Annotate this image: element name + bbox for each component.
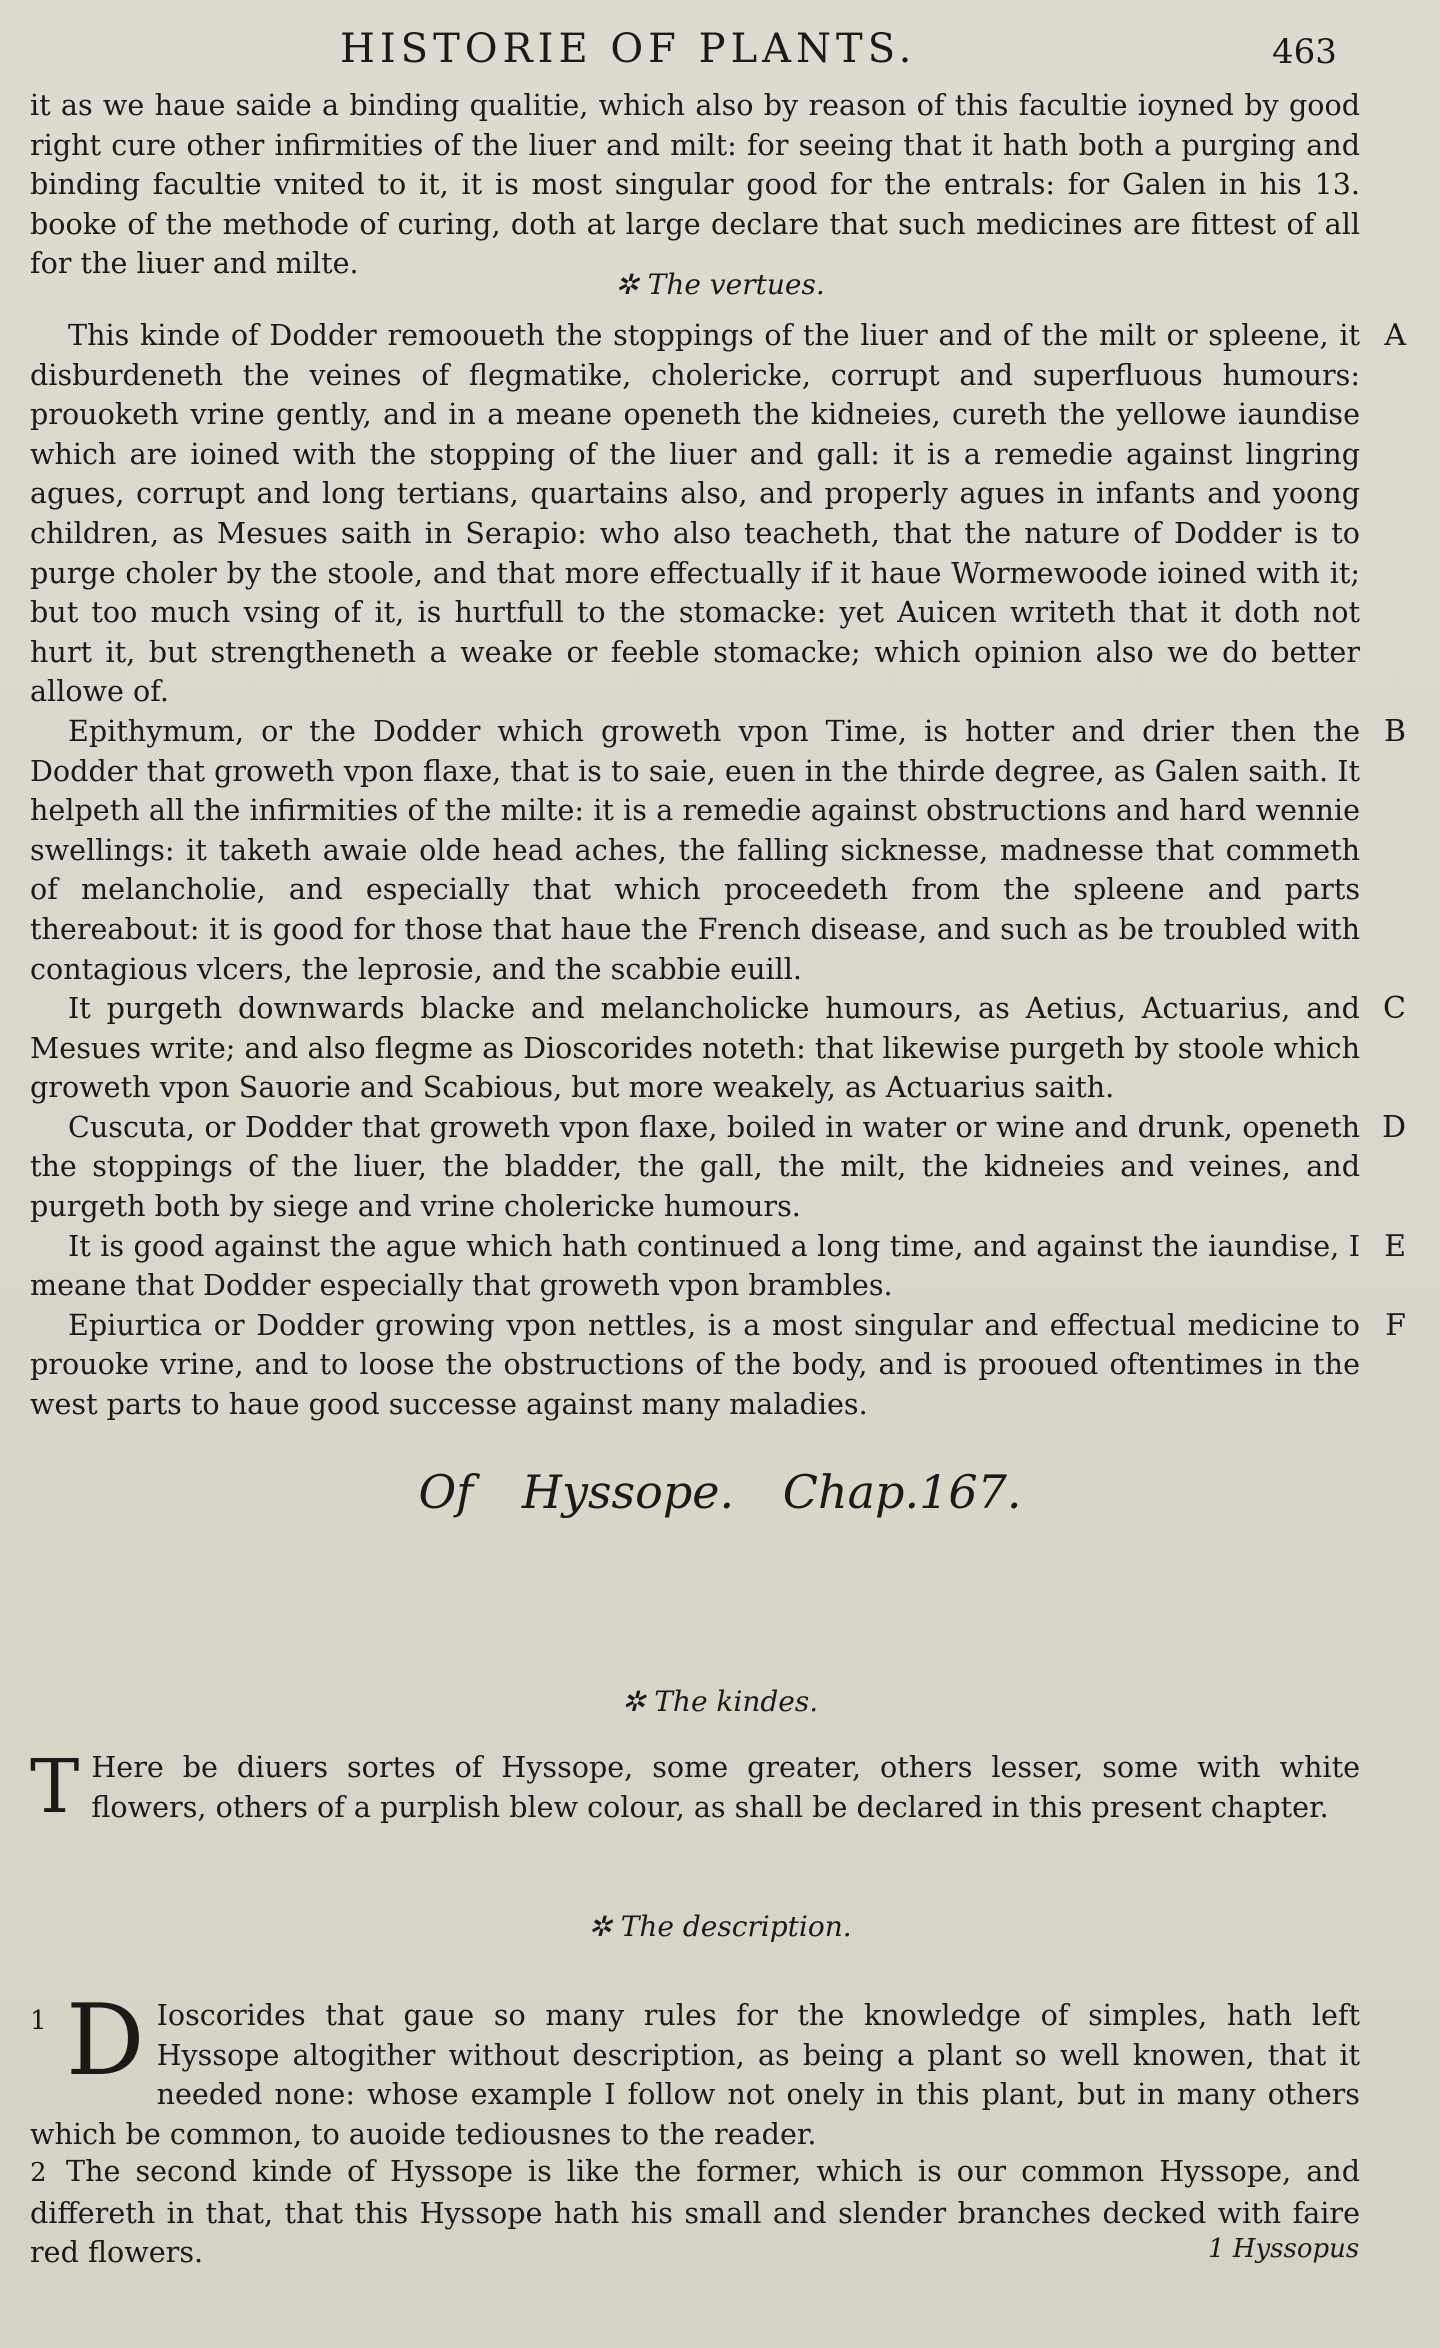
margin-letter-e: E	[1384, 1228, 1406, 1264]
vertue-text-f: Epiurtica or Dodder growing vpon nettles, is a most singular and effectual medicine to prouoke vrine, and to loose the obstructions of the body, and is prooued oftentimes in the west parts to haue good successe against many maladies.	[30, 1307, 1360, 1422]
chapter-title	[0, 1465, 1440, 1519]
item-number-2: 2	[30, 2158, 47, 2188]
vertue-paragraph-a	[30, 316, 1406, 712]
description-text-1: Ioscorides that gaue so many rules for the knowledge of simples, hath left Hyssope altogither without description, as being a plant so well knowen, that it needed none: whose example I follow not onely in this plant, but in many others which be common, to auoide tediousnes to the reader.	[30, 1998, 1360, 2151]
chapter-number: Chap.167.	[782, 1465, 1022, 1519]
vertues-section	[30, 316, 1406, 1425]
kindes-text: Here be diuers sortes of Hyssope, some greater, others lesser, some with white flowers, others of a purplish blew colour, as shall be declared in this present chapter.	[91, 1750, 1360, 1824]
description-item-1	[30, 1984, 1360, 2154]
vertue-paragraph-c	[30, 989, 1406, 1108]
dropcap-d: D	[66, 1984, 145, 2098]
vertue-text-e: It is good against the ague which hath continued a long time, and against the iaundise, I meane that Dodder especially that groweth vpon brambles.	[30, 1228, 1360, 1303]
intro-paragraph	[30, 86, 1360, 284]
margin-letter-b: B	[1383, 713, 1406, 749]
page-number: 463	[1272, 32, 1337, 72]
description-heading-text: The description.	[620, 1910, 852, 1943]
description-heading	[0, 1910, 1440, 1943]
description-item-2	[30, 2152, 1360, 2273]
vertue-text-b: Epithymum, or the Dodder which groweth vpon Time, is hotter and drier then the Dodder that groweth vpon flaxe, that is to saie, euen in the thirde degree, as Galen saith. It helpeth all the infirmities of the milte: it is a remedie against obstructions and hard wennie swellings: it taketh awaie olde head aches, the falling sicknesse, madnesse that commeth of melancholie, and especially that which proceedeth from the spleene and parts thereabout: it is good for those that haue the French disease, and such as be troubled with contagious vlcers, the leprosie, and the scabbie euill.	[30, 713, 1360, 986]
running-title: HISTORIE OF PLANTS.	[340, 26, 917, 72]
vertue-paragraph-b	[30, 712, 1406, 989]
description-paragraph-2	[30, 2152, 1360, 2273]
chapter-name: Of Hyssope.	[418, 1465, 735, 1519]
intro-text: it as we haue saide a binding qualitie, which also by reason of this facultie ioyned by good right cure other infirmities of the liuer and milt: for seeing that it hath both a purging and binding facultie vnited to it, it is most singular good for the entrals: for Galen in his 13. booke of the methode of curing, doth at large declare that such medicines are fittest of all for the liuer and milte.	[30, 88, 1360, 281]
vertue-text-d: Cuscuta, or Dodder that groweth vpon flaxe, boiled in water or wine and drunk, openeth the stoppings of the liuer, the bladder, the gall, the milt, the kidneies and veines, and purgeth both by siege and vrine cholericke humours.	[30, 1109, 1360, 1224]
margin-letter-d: D	[1381, 1109, 1406, 1145]
vertue-paragraph-f	[30, 1306, 1406, 1425]
kindes-heading	[0, 1685, 1440, 1718]
item-number-1: 1	[30, 2006, 47, 2036]
kindes-paragraph	[30, 1744, 1360, 1830]
dropcap-t: T	[30, 1744, 80, 1830]
margin-letter-f: F	[1385, 1307, 1406, 1343]
kindes-heading-text: The kindes.	[654, 1685, 819, 1718]
description-text-2: The second kinde of Hyssope is like the former, which is our common Hyssope, and differeth in that, that this Hyssope hath his small and slender branches decked with faire red flowers.	[30, 2154, 1360, 2270]
vertue-text-c: It purgeth downwards blacke and melancholicke humours, as Aetius, Actuarius, and Mesues write; and also flegme as Dioscorides noteth: that likewise purgeth by stoole which groweth vpon Sauorie and Scabious, but more weakely, as Actuarius saith.	[30, 991, 1360, 1105]
margin-letter-c: C	[1383, 991, 1406, 1027]
running-head	[0, 22, 1440, 78]
vertue-paragraph-d	[30, 1108, 1406, 1227]
catchword: 1 Hyssopus	[1208, 2234, 1360, 2264]
asterism-icon: ✲	[621, 1685, 655, 1718]
margin-letter-a: A	[1384, 318, 1406, 353]
asterism-icon: ✲	[615, 268, 648, 301]
vertue-text-a: This kinde of Dodder remooueth the stoppings of the liuer and of the milt or spleene, it disburdeneth the veines of flegmatike, cholericke, corrupt and superfluous humours: prouoketh vrine gently, and in a meane openeth the kidneies, cureth the yellowe iaundise which are ioined with the stopping of the liuer and gall: it is a remedie against lingring agues, corrupt and long tertians, quartains also, and properly agues in infants and yoong children, as Mesues saith in Serapio: who also teacheth, that the nature of Dodder is to purge choler by the stoole, and that more effectually if it haue Wormewoode ioined with it; but too much vsing of it, is hurtfull to the stomacke: yet Auicen writeth that it doth not hurt it, but strengtheneth a weake or feeble stomacke; which opinion also we do better allowe of.	[30, 318, 1360, 709]
vertue-paragraph-e	[30, 1227, 1406, 1306]
vertues-heading-text: The vertues.	[647, 268, 825, 301]
vertues-heading	[0, 268, 1440, 301]
asterism-icon: ✲	[588, 1910, 621, 1943]
